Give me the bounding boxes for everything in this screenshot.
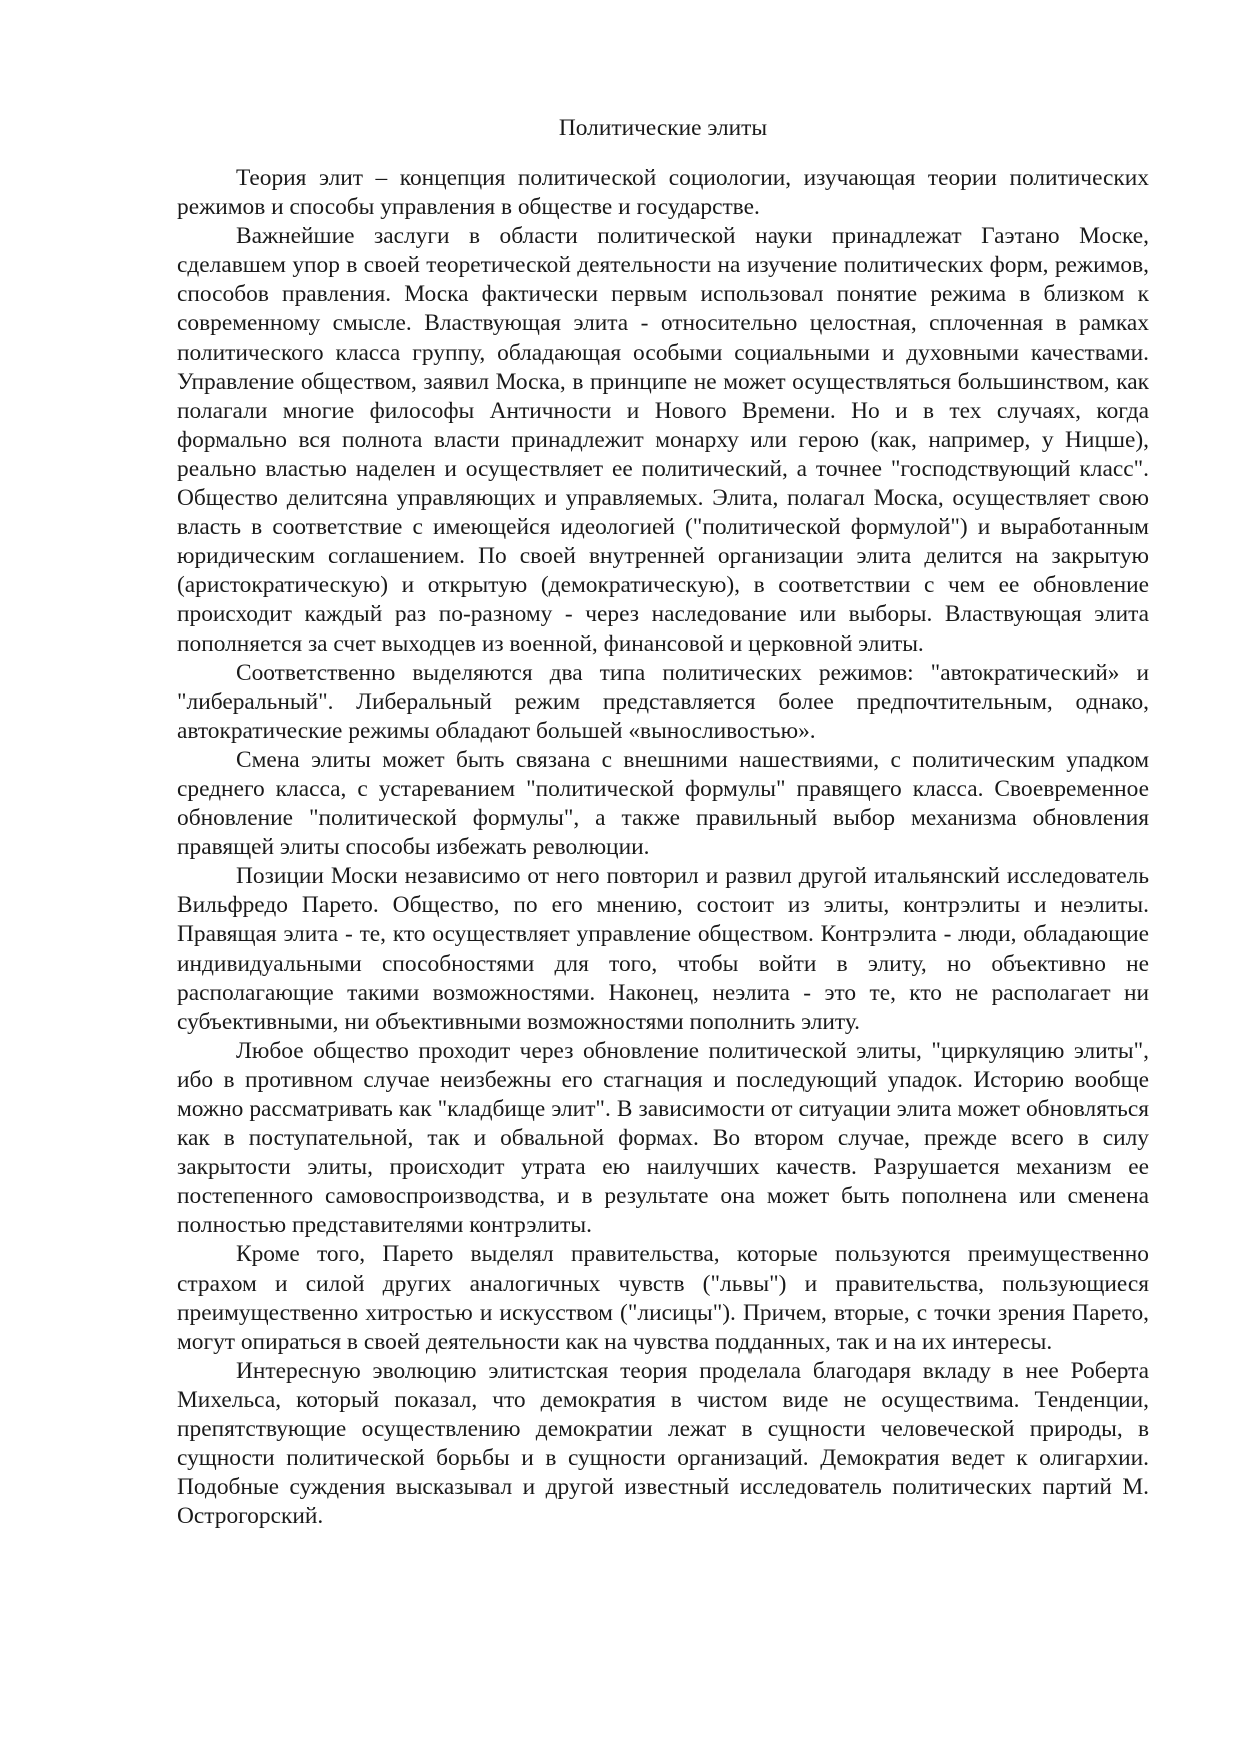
paragraph-4: Смена элиты может быть связана с внешними нашествиями, с политическим упадком среднего класса, с устареванием "политической формулы" правящего класса. Своевременное обновление "политической формулы", а также правильный выбор механизма обновления правящей элиты способы избежать революции.	[177, 746, 1149, 861]
paragraph-2: Важнейшие заслуги в области политической науки принадлежат Гаэтано Моске, сделавшем упор в своей теоретической деятельности на изучение политических форм, режимов, способов правления. Моска фактически первым использовал понятие режима в близком к современному смысле. Властвующая элита - относительно целостная, сплоченная в рамках политического класса группу, обладающая особыми социальными и духовными качествами. Управление обществом, заявил Моска, в принципе не может осуществляться большинством, как полагали многие философы Античности и Нового Времени. Но и в тех случаях, когда формально вся полнота власти принадлежит монарху или герою (как, например, у Ницше), реально властью наделен и осуществляет ее политический, а точнее "господствующий класс". Общество делитсяна управляющих и управляемых. Элита, полагал Моска, осуществляет свою власть в соответствие с имеющейся идеологией ("политической формулой") и выработанным юридическим соглашением. По своей внутренней организации элита делится на закрытую (аристократическую) и открытую (демократическую), в соответствии с чем ее обновление происходит каждый раз по-разному - через наследование или выборы. Властвующая элита пополняется за счет выходцев из военной, финансовой и церковной элиты.	[177, 223, 1149, 657]
paragraph-5: Позиции Моски независимо от него повторил и развил другой итальянский исследователь Вильфредо Парето. Общество, по его мнению, состоит из элиты, контрэлиты и неэлиты. Правящая элита - те, кто осуществляет управление обществом. Контрэлита - люди, обладающие индивидуальными способностями для того, чтобы войти в элиту, но объективно не располагающие такими возможностями. Наконец, неэлита - это те, кто не располагает ни субъективными, ни объективными возможностями пополнить элиту.	[177, 863, 1149, 1035]
paragraph-8: Интересную эволюцию элитистская теория проделала благодаря вкладу в нее Роберта Михельса, который показал, что демократия в чистом виде не осуществима. Тенденции, препятствующие осуществлению демократии лежат в сущности человеческой природы, в сущности политической борьбы и в сущности организаций. Демократия ведет к олигархии. Подобные суждения высказывал и другой известный исследователь политических партий М. Острогорский.	[177, 1357, 1149, 1530]
document-title: Политические элиты	[558, 115, 768, 141]
paragraph-3: Соответственно выделяются два типа политических режимов: "автократический» и "либеральный". Либеральный режим представляется более предпочтительным, однако, автократические режимы обладают большей «выносливостью».	[177, 659, 1149, 744]
paragraph-7: Кроме того, Парето выделял правительства, которые пользуются преимущественно страхом и силой других аналогичных чувств ("львы") и правительства, пользующиеся преимущественно хитростью и искусством ("лисицы"). Причем, вторые, с точки зрения Парето, могут опираться в своей деятельности как на чувства подданных, так и на их интересы.	[177, 1241, 1149, 1355]
paragraph-6: Любое общество проходит через обновление политической элиты, "циркуляцию элиты", ибо в противном случае неизбежны его стагнация и последующий упадок. Историю вообще можно рассматривать как "кладбище элит". В зависимости от ситуации элита может обновляться как в поступательной, так и обвальной формах. Во втором случае, прежде всего в силу закрытости элиты, происходит утрата ею наилучших качеств. Разрушается механизм ее постепенного самовоспроизводства, и в результате она может быть пополнена или сменена полностью представителями контрэлиты.	[177, 1037, 1149, 1239]
paragraph-1: Теория элит – концепция политической социологии, изучающая теории политических режимов и способы управления в обществе и государстве.	[177, 165, 1149, 221]
document-body	[177, 114, 1149, 1531]
